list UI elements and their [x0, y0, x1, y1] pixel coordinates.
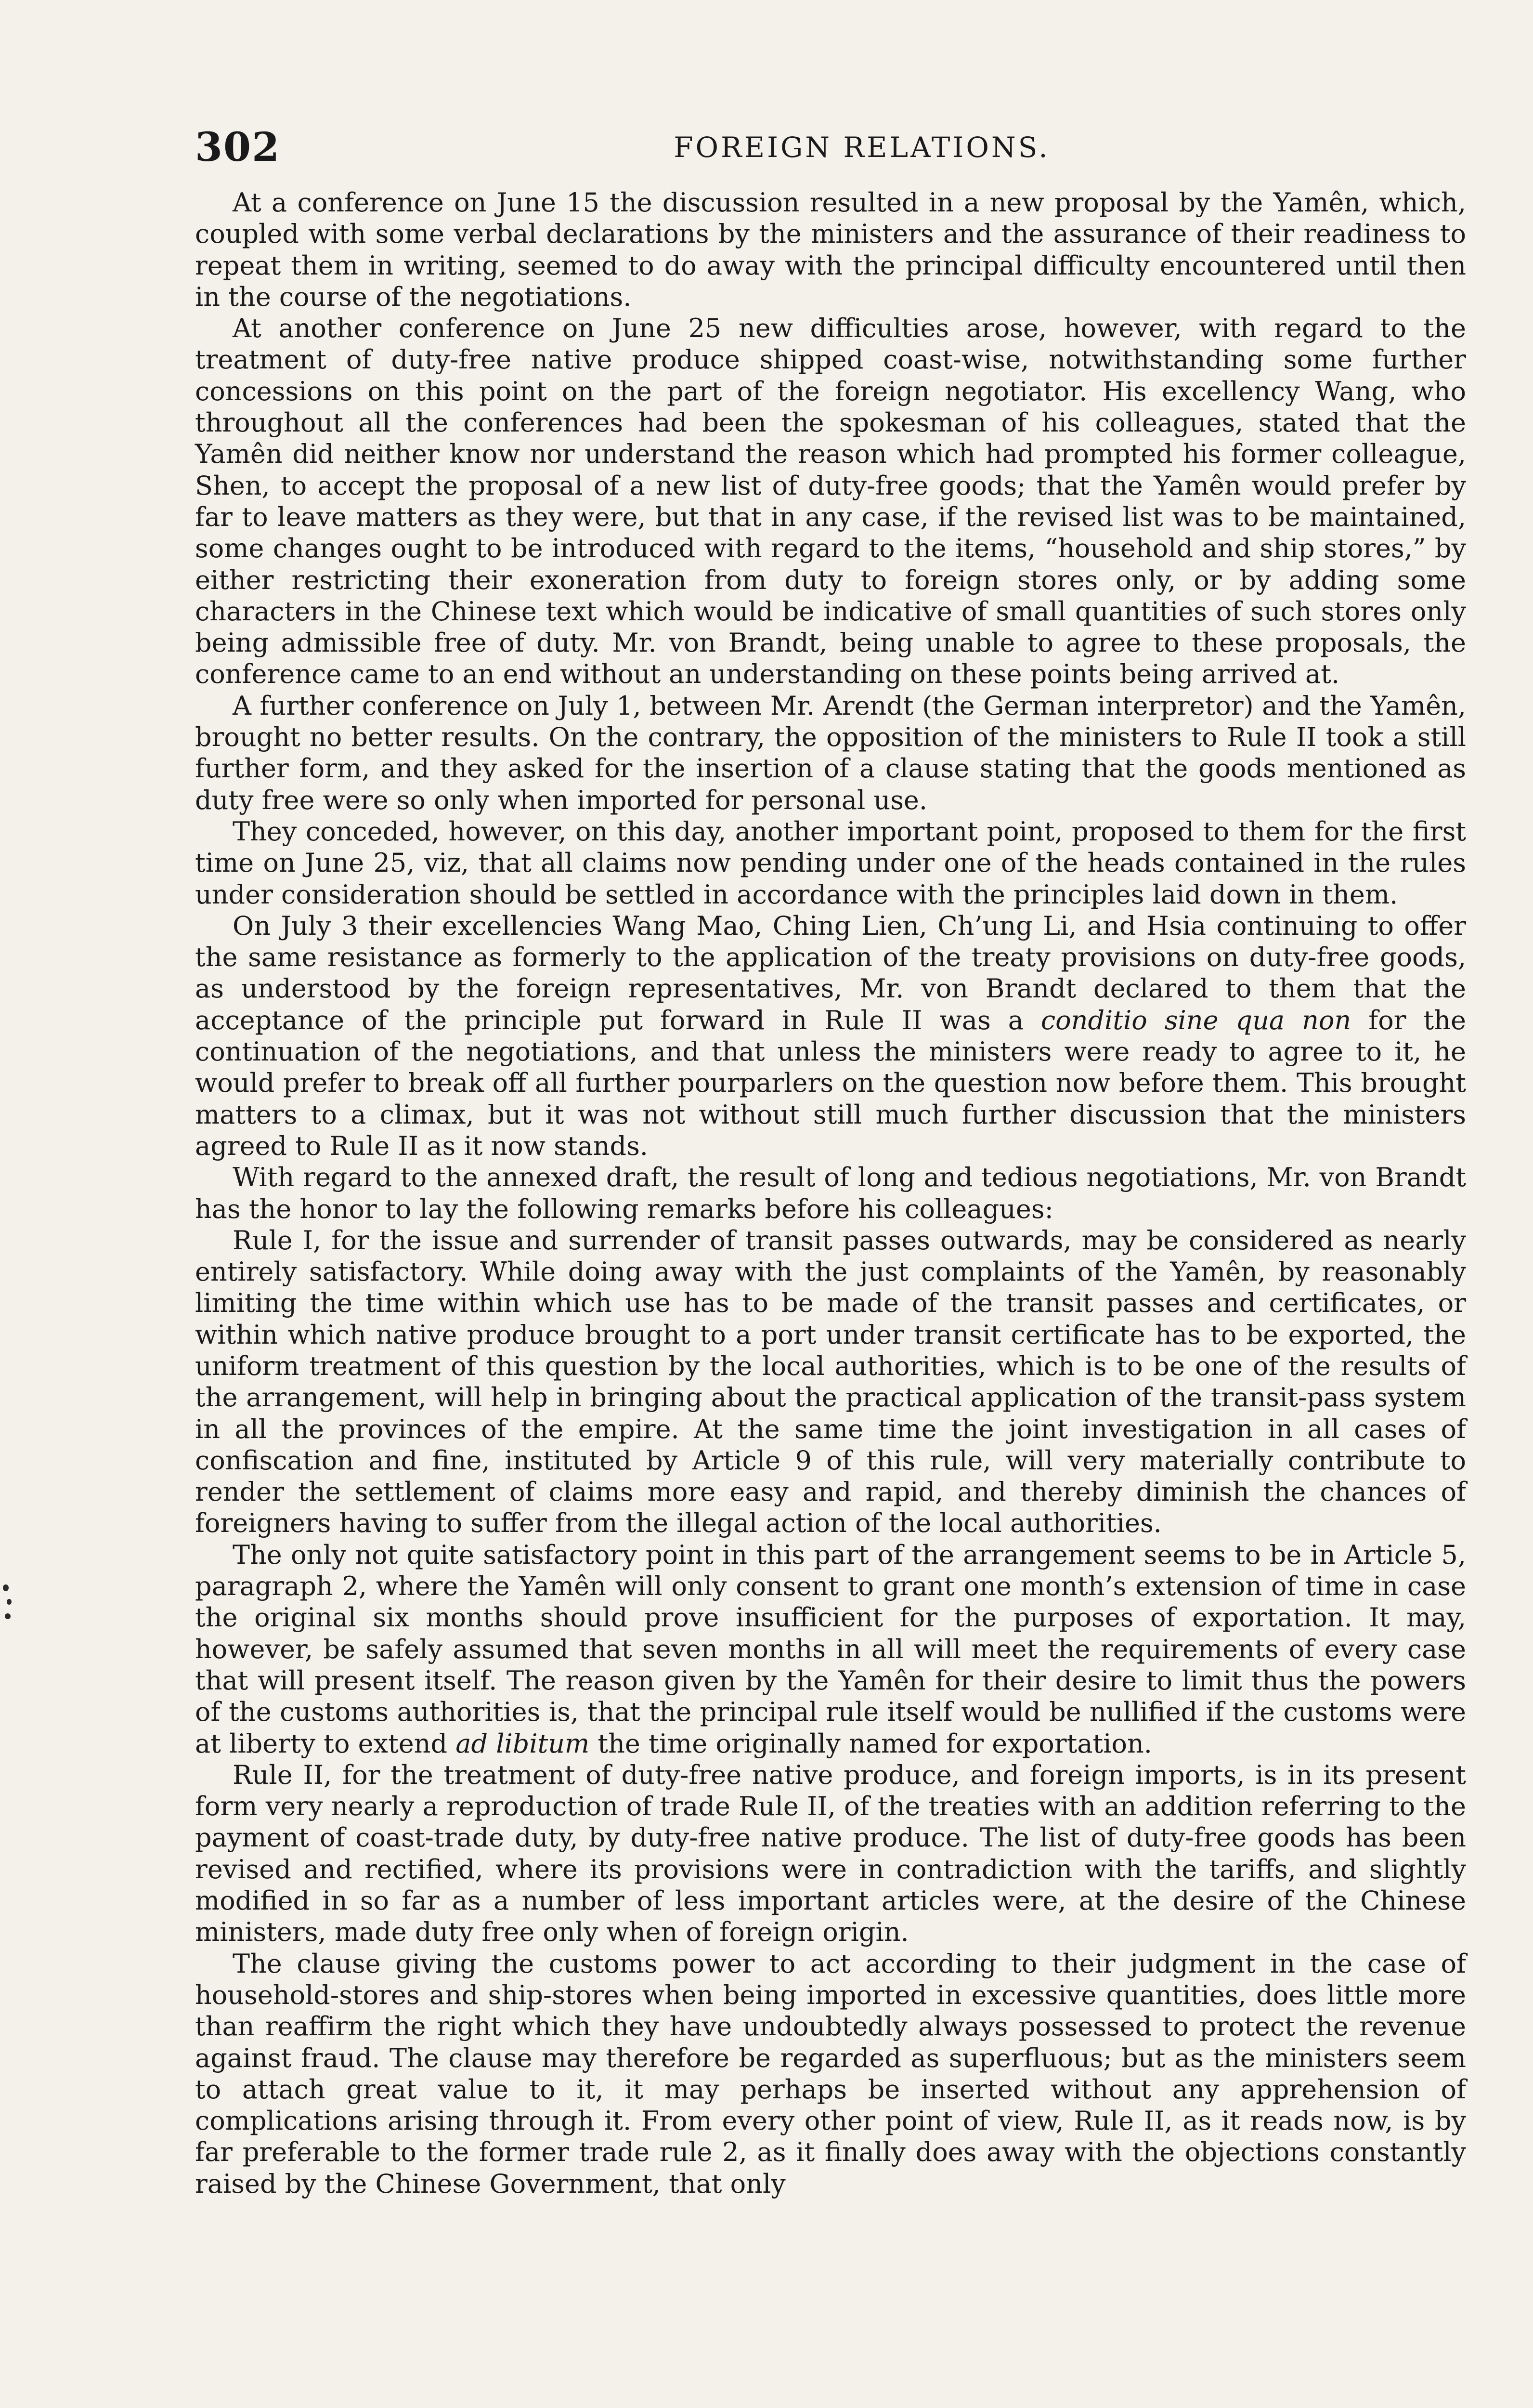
paragraph-text: for the continuation of the negotiations, and that unless the ministers were ready to agree to it, he would prefer to break off all further pourparlers on the question now before them. This brought matters to a climax, but it was not without still much further discussion that the ministers agreed to Rule II as it now stands.: [195, 1005, 1466, 1161]
italic-text: conditio sine qua non: [1040, 1005, 1351, 1035]
paragraph: [195, 1759, 1466, 1948]
ink-speck: [3, 1584, 9, 1591]
document-page: [195, 124, 1466, 2199]
paragraph-text: Rule II, for the treatment of duty-free native produce, and foreign imports, is in its present form very nearly a reproduction of trade Rule II, of the treaties with an addition referring to the payment of coast-trade duty, by duty-free native produce. The list of duty-free goods has been revised and rectified, where its provisions were in contradiction with the tariffs, and slightly modified in so far as a number of less important articles were, at the desire of the Chinese ministers, made duty free only when of foreign origin.: [195, 1759, 1466, 1948]
paragraph-text: With regard to the annexed draft, the result of long and tedious negotiations, Mr. von Brandt has the honor to lay the following remarks before his colleagues:: [195, 1162, 1466, 1224]
paragraph-text: At another conference on June 25 new difficulties arose, however, with regard to the treatment of duty-free native produce shipped coast-wise, notwithstanding some further concessions on this point on the part of the foreign negotiator. His excellency Wang, who throughout all the conferences had been the spokesman of his colleagues, stated that the Yamên did neither know nor understand the reason which had prompted his former colleague, Shen, to accept the proposal of a new list of duty-free goods; that the Yamên would prefer by far to leave matters as they were, but that in any case, if the revised list was to be maintained, some changes ought to be introduced with regard to the items, “household and ship stores,” by either restricting their exoneration from duty to foreign stores only, or by adding some characters in the Chinese text which would be indicative of small quantities of such stores only being admissible free of duty. Mr. von Brandt, being unable to agree to these proposals, the conference came to an end without an understanding on these points being arrived at.: [195, 313, 1466, 690]
paragraph: [195, 313, 1466, 690]
ink-speck: [7, 1599, 12, 1605]
paragraph: [195, 816, 1466, 910]
paragraph: [195, 910, 1466, 1162]
paragraph: [195, 1225, 1466, 1539]
paragraph-text: the time originally named for exportation.: [589, 1728, 1152, 1759]
paragraph: [195, 1539, 1466, 1759]
page-number: 302: [195, 124, 281, 170]
paragraph: [195, 1948, 1466, 2199]
paragraph: [195, 690, 1466, 816]
paragraph-text: On July 3 their excellencies Wang Mao, Ching Lien, Ch’ung Li, and Hsia continuing to offer the same resistance as formerly to the application of the treaty provisions on duty-free goods, as understood by the foreign representatives, Mr. von Brandt declared to them that the acceptance of the principle put forward in Rule II was a: [195, 910, 1466, 1035]
paragraph-text: The clause giving the customs power to act according to their judgment in the case of household-stores and ship-stores when being imported in excessive quantities, does little more than reaffirm the right which they have undoubtedly always possessed to protect the revenue against fraud. The clause may therefore be regarded as superfluous; but as the ministers seem to attach great value to it, it may perhaps be inserted without any apprehension of complications arising through it. From every other point of view, Rule II, as it reads now, is by far preferable to the former trade rule 2, as it finally does away with the objections constantly raised by the Chinese Government, that only: [195, 1948, 1466, 2199]
body-text: [195, 187, 1466, 2199]
paragraph-text: A further conference on July 1, between Mr. Arendt (the German interpretor) and the Yamên, brought no better results. On the contrary, the opposition of the ministers to Rule II took a still further form, and they asked for the insertion of a clause stating that the goods mentioned as duty free were so only when imported for personal use.: [195, 690, 1466, 815]
ink-speck: [5, 1613, 11, 1619]
italic-text: ad libitum: [455, 1728, 590, 1759]
running-title: FOREIGN RELATIONS.: [674, 131, 1050, 164]
paragraph: [195, 187, 1466, 313]
paragraph-text: The only not quite satisfactory point in this part of the arrangement seems to be in Article 5, paragraph 2, where the Yamên will only consent to grant one month’s extension of time in case the original six months should prove insufficient for the purposes of exportation. It may, however, be safely assumed that seven months in all will meet the requirements of every case that will present itself. The reason given by the Yamên for their desire to limit thus the powers of the customs authorities is, that the principal rule itself would be nullified if the customs were at liberty to extend: [195, 1539, 1466, 1759]
paragraph-text: They conceded, however, on this day, another important point, proposed to them for the first time on June 25, viz, that all claims now pending under one of the heads contained in the rules under consideration should be settled in accordance with the principles laid down in them.: [195, 816, 1466, 910]
paragraph-text: Rule I, for the issue and surrender of transit passes outwards, may be considered as nearly entirely satisfactory. While doing away with the just complaints of the Yamên, by reasonably limiting the time within which use has to be made of the transit passes and certificates, or within which native produce brought to a port under transit certificate has to be exported, the uniform treatment of this question by the local authorities, which is to be one of the results of the arrangement, will help in bringing about the practical application of the transit-pass system in all the provinces of the empire. At the same time the joint investigation in all cases of confiscation and fine, instituted by Article 9 of this rule, will very materially contribute to render the settlement of claims more easy and rapid, and thereby diminish the chances of foreigners having to suffer from the illegal action of the local authorities.: [195, 1225, 1466, 1539]
running-head: [195, 124, 1466, 187]
paragraph: [195, 1162, 1466, 1225]
paragraph-text: At a conference on June 15 the discussion resulted in a new proposal by the Yamên, which, coupled with some verbal declarations by the ministers and the assurance of their readiness to repeat them in writing, seemed to do away with the principal difficulty encountered until then in the course of the negotiations.: [195, 187, 1466, 312]
